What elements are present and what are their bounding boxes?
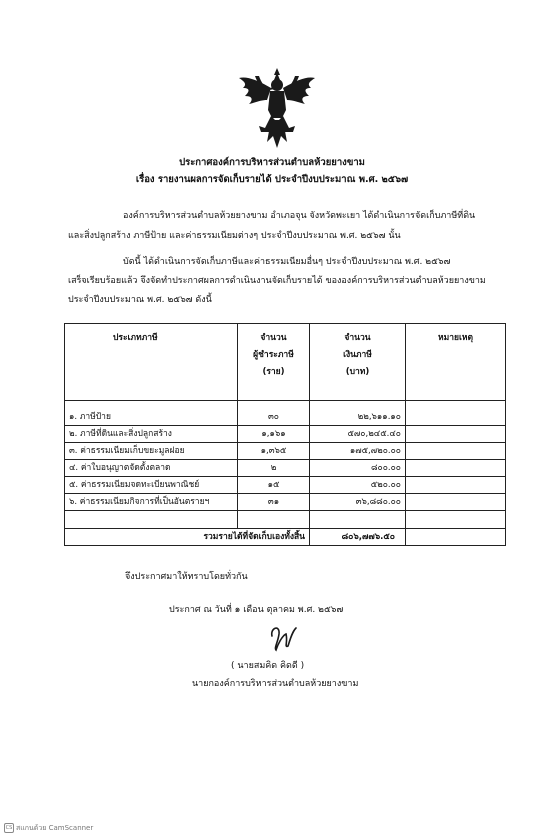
table-row bbox=[65, 443, 506, 460]
row-tax-type: ๕. ค่าธรรมเนียมจดทะเบียนพาณิชย์ bbox=[65, 477, 238, 494]
camscanner-label: สแกนด้วย CamScanner bbox=[16, 824, 94, 832]
row-payers: ๑,๓๖๕ bbox=[238, 443, 310, 460]
header-note: หมายเหตุ bbox=[406, 324, 506, 401]
header-amount: จำนวน เงินภาษี (บาท) bbox=[310, 324, 406, 401]
row-note bbox=[406, 477, 506, 494]
header-payers: จำนวน ผู้ชำระภาษี (ราย) bbox=[238, 324, 310, 401]
row-note bbox=[406, 460, 506, 477]
paragraph-2-line-3: ประจำปีงบประมาณ พ.ศ. ๒๕๖๗ ดังนี้ bbox=[68, 295, 212, 305]
row-tax-type: ๔. ค่าใบอนุญาตจัดตั้งตลาด bbox=[65, 460, 238, 477]
header-tax-type: ประเภทภาษี bbox=[65, 324, 238, 401]
paragraph-1-line-1: องค์การบริหารส่วนตำบลห้วยยางขาม อำเภอจุน จังหวัดพะเยา ได้ดำเนินการจัดเก็บภาษีที่ดิน bbox=[123, 211, 476, 221]
garuda-emblem-icon bbox=[237, 66, 317, 150]
row-tax-type: ๒. ภาษีที่ดินและสิ่งปลูกสร้าง bbox=[65, 426, 238, 443]
row-amount: ๕๒๐.๐๐ bbox=[310, 477, 406, 494]
table-header-row bbox=[65, 324, 506, 401]
table-total-row bbox=[65, 529, 506, 546]
row-payers: ๑,๑๖๑ bbox=[238, 426, 310, 443]
table-row bbox=[65, 477, 506, 494]
announcement-date: ประกาศ ณ วันที่ ๑ เดือน ตุลาคม พ.ศ. ๒๕๖๗ bbox=[169, 605, 344, 615]
row-note bbox=[406, 426, 506, 443]
camscanner-icon: CS bbox=[5, 825, 13, 831]
row-note bbox=[406, 443, 506, 460]
announcement-closing: จึงประกาศมาให้ทราบโดยทั่วกัน bbox=[125, 572, 248, 582]
signer-title: นายกองค์การบริหารส่วนตำบลห้วยยางขาม bbox=[192, 679, 359, 689]
row-tax-type: ๓. ค่าธรรมเนียมเก็บขยะมูลฝอย bbox=[65, 443, 238, 460]
camscanner-watermark bbox=[4, 823, 93, 834]
table-row bbox=[65, 401, 506, 426]
row-note bbox=[406, 401, 506, 426]
total-label: รวมรายได้ที่จัดเก็บเองทั้งสิ้น bbox=[65, 529, 310, 546]
row-amount: ๕๗๐,๒๔๕.๔๐ bbox=[310, 426, 406, 443]
row-tax-type: ๑. ภาษีป้าย bbox=[65, 401, 238, 426]
signer-name: ( นายสมคิด คิดดี ) bbox=[231, 661, 305, 671]
paragraph-2-line-2: เสร็จเรียบร้อยแล้ว จึงจัดทำประกาศผลการดำเนินงานจัดเก็บรายได้ ขององค์การบริหารส่วนตำบลห้วยยางขาม bbox=[68, 276, 486, 286]
row-tax-type: ๖. ค่าธรรมเนียมกิจการที่เป็นอันตรายฯ bbox=[65, 494, 238, 511]
table-row bbox=[65, 460, 506, 477]
row-payers: ๒ bbox=[238, 460, 310, 477]
handwritten-signature bbox=[266, 622, 300, 654]
document-subject: เรื่อง รายงานผลการจัดเก็บรายได้ ประจำปีงบประมาณ พ.ศ. ๒๕๖๗ bbox=[135, 174, 409, 185]
row-payers: ๓๑ bbox=[238, 494, 310, 511]
row-payers: ๑๕ bbox=[238, 477, 310, 494]
row-amount: ๓๖,๘๘๐.๐๐ bbox=[310, 494, 406, 511]
paragraph-1-line-2: และสิ่งปลูกสร้าง ภาษีป้าย และค่าธรรมเนียมต่างๆ ประจำปีงบประมาณ พ.ศ. ๒๕๖๗ นั้น bbox=[68, 231, 401, 241]
row-note bbox=[406, 494, 506, 511]
row-amount: ๒๒,๖๑๑.๑๐ bbox=[310, 401, 406, 426]
revenue-table bbox=[64, 323, 506, 546]
row-amount: ๑๗๕,๗๒๐.๐๐ bbox=[310, 443, 406, 460]
row-payers: ๓๐ bbox=[238, 401, 310, 426]
table-row bbox=[65, 426, 506, 443]
document-title-org: ประกาศองค์การบริหารส่วนตำบลห้วยยางขาม bbox=[179, 157, 365, 168]
table-spacer-row bbox=[65, 511, 506, 529]
paragraph-2-line-1: บัดนี้ ได้ดำเนินการจัดเก็บภาษีและค่าธรรมเนียมอื่นๆ ประจำปีงบประมาณ พ.ศ. ๒๕๖๗ bbox=[123, 257, 451, 267]
row-amount: ๘๐๐.๐๐ bbox=[310, 460, 406, 477]
total-note bbox=[406, 529, 506, 546]
total-value: ๘๐๖,๗๗๖.๕๐ bbox=[310, 529, 406, 546]
table-row bbox=[65, 494, 506, 511]
